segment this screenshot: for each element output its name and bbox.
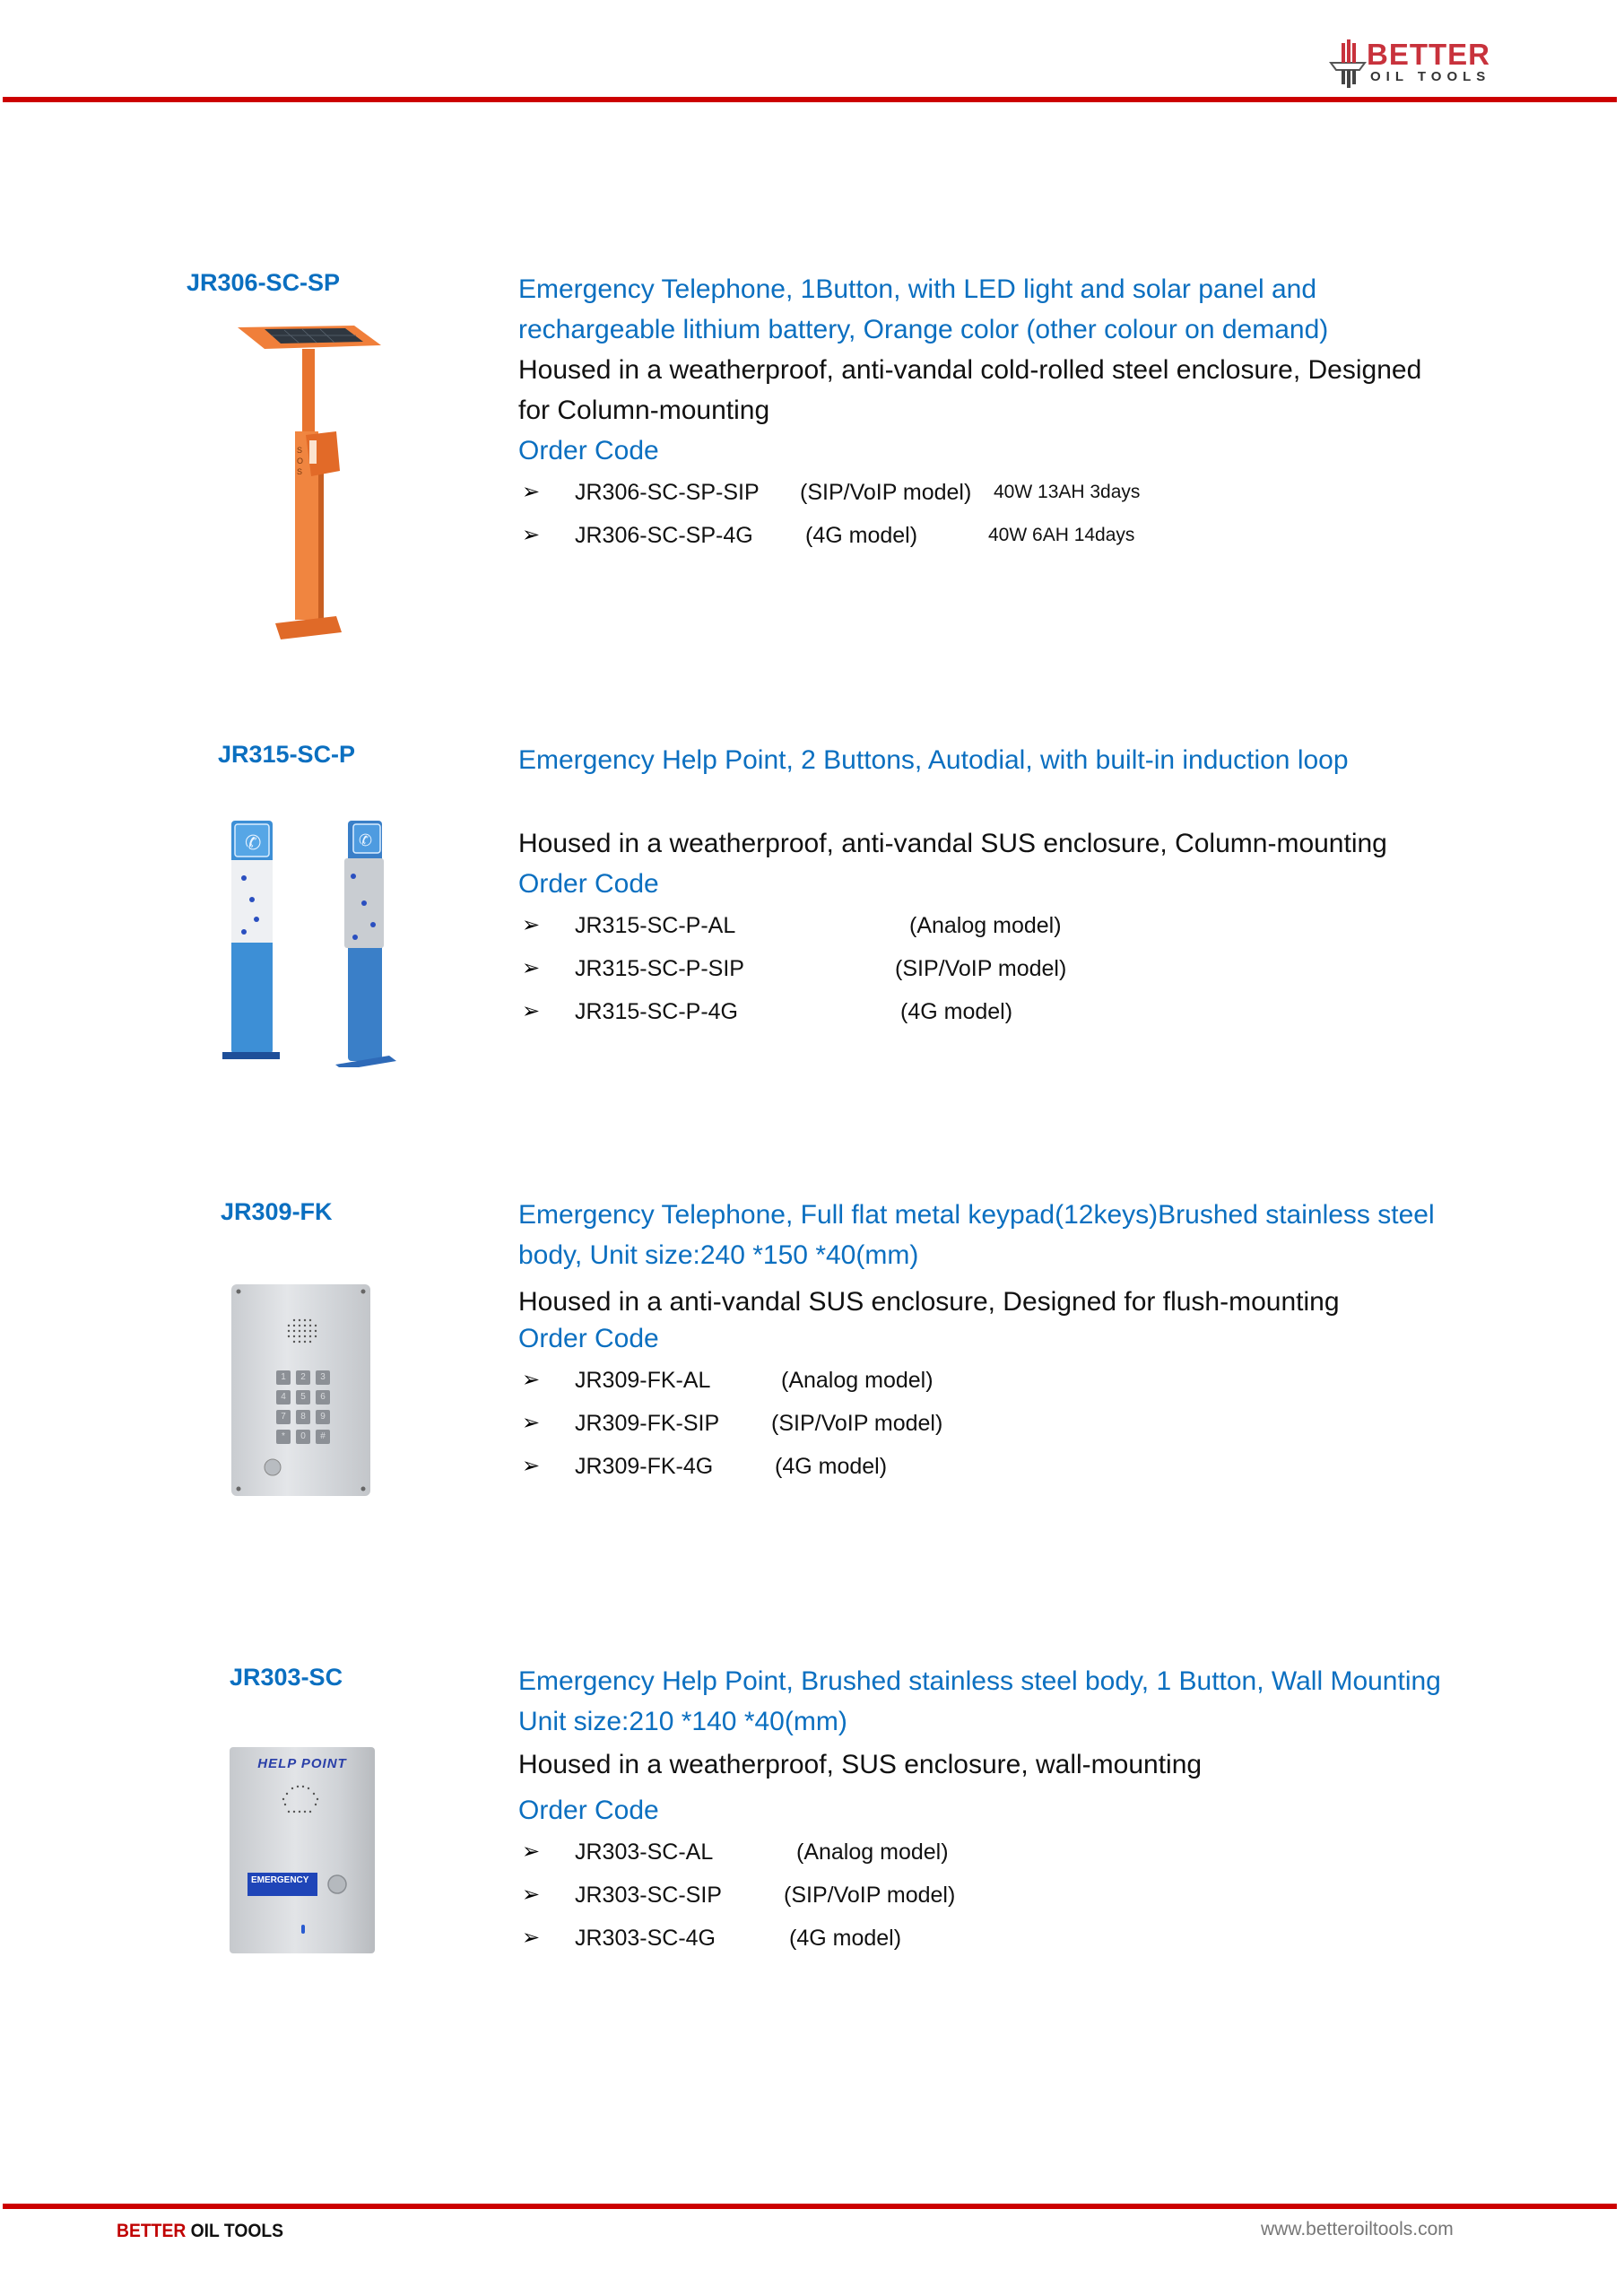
product-title-line: Emergency Help Point, 2 Buttons, Autodial, with built-in induction loop — [518, 745, 1349, 775]
arrow-bullet-icon: ➢ — [522, 1839, 541, 1864]
arrow-bullet-icon: ➢ — [522, 1926, 541, 1950]
speaker-grille-icon — [230, 1747, 375, 1953]
order-code-spec: 40W 6AH 14days — [988, 525, 1135, 545]
arrow-bullet-icon: ➢ — [522, 956, 541, 980]
order-code-item — [518, 990, 1514, 1033]
svg-text:S: S — [297, 467, 303, 476]
product-title-line: Unit size:210 *140 *40(mm) — [518, 1707, 847, 1736]
footer-brand-red: BETTER — [117, 2221, 187, 2241]
order-code: JR306-SC-SP-4G — [575, 523, 753, 548]
keypad-key: 0 — [296, 1430, 310, 1444]
keypad-key: 5 — [296, 1390, 310, 1405]
order-code-type: (Analog model) — [781, 1368, 934, 1393]
keypad-key: 8 — [296, 1410, 310, 1424]
keypad-key: 4 — [276, 1390, 291, 1405]
keypad-key: 3 — [316, 1370, 330, 1385]
arrow-bullet-icon: ➢ — [522, 1368, 541, 1392]
order-code-item — [518, 1874, 1514, 1917]
arrow-bullet-icon: ➢ — [522, 913, 541, 937]
keypad-key: 2 — [296, 1370, 310, 1385]
order-code: JR303-SC-AL — [575, 1839, 714, 1865]
brand-logo — [1329, 36, 1508, 90]
product-title-line: body, Unit size:240 *150 *40(mm) — [518, 1240, 919, 1270]
order-code-type: (4G model) — [775, 1454, 888, 1479]
order-code-heading: Order Code — [518, 1324, 659, 1353]
order-code: JR309-FK-SIP — [575, 1411, 720, 1436]
product-title-line: Emergency Help Point, Brushed stainless steel body, 1 Button, Wall Mounting — [518, 1666, 1441, 1696]
order-code-heading: Order Code — [518, 869, 659, 899]
keypad-key: 7 — [276, 1410, 291, 1424]
product-title-line: rechargeable lithium battery, Orange color (other colour on demand) — [518, 315, 1329, 344]
order-code-item — [518, 514, 1514, 557]
order-code-heading: Order Code — [518, 436, 659, 465]
order-code-list — [518, 471, 1514, 557]
emergency-button-label: EMERGENCY — [248, 1873, 317, 1896]
svg-text:✆: ✆ — [245, 832, 262, 855]
product-housing-line: for Column-mounting — [518, 396, 770, 425]
logo-brand-top: BETTER — [1367, 38, 1490, 71]
order-code-type: (SIP/VoIP model) — [895, 956, 1067, 981]
order-code-type: (SIP/VoIP model) — [784, 1883, 956, 1908]
footer-divider — [3, 2204, 1617, 2209]
svg-text:S: S — [297, 446, 303, 455]
order-code: JR306-SC-SP-SIP — [575, 480, 760, 505]
product-model: JR303-SC — [230, 1664, 343, 1691]
product-housing-line: Housed in a weatherproof, anti-vandal SUS enclosure, Column-mounting — [518, 829, 1387, 858]
footer-website-link[interactable]: www.betteroiltools.com — [1261, 2219, 1454, 2239]
svg-text:✆: ✆ — [359, 831, 373, 850]
order-code-type: (4G model) — [789, 1926, 902, 1951]
order-code-type: (Analog model) — [909, 913, 1062, 938]
product-housing-line: Housed in a anti-vandal SUS enclosure, Designed for flush-mounting — [518, 1287, 1340, 1317]
order-code: JR309-FK-AL — [575, 1368, 711, 1393]
arrow-bullet-icon: ➢ — [522, 523, 541, 547]
panel-label: HELP POINT — [257, 1756, 347, 1771]
logo-brand-bottom: OIL TOOLS — [1370, 69, 1491, 84]
order-code-list — [518, 904, 1514, 1033]
order-code-spec: 40W 13AH 3days — [994, 482, 1141, 502]
order-code-type: (SIP/VoIP model) — [771, 1411, 943, 1436]
product-model: JR309-FK — [221, 1198, 333, 1225]
order-code-item — [518, 947, 1514, 990]
order-code-item — [518, 1445, 1514, 1488]
footer-brand — [117, 2222, 283, 2240]
order-code-type: (SIP/VoIP model) — [800, 480, 972, 505]
order-code: JR303-SC-SIP — [575, 1883, 722, 1908]
arrow-bullet-icon: ➢ — [522, 999, 541, 1023]
order-code-item — [518, 471, 1514, 514]
order-code: JR315-SC-P-4G — [575, 999, 738, 1024]
arrow-bullet-icon: ➢ — [522, 1454, 541, 1478]
order-code: JR315-SC-P-SIP — [575, 956, 744, 981]
product-title-line: Emergency Telephone, 1Button, with LED light and solar panel and — [518, 274, 1317, 304]
keypad — [276, 1370, 330, 1444]
product-housing-line: Housed in a weatherproof, SUS enclosure, wall-mounting — [518, 1750, 1203, 1779]
order-code-item — [518, 1359, 1514, 1402]
order-code: JR315-SC-P-AL — [575, 913, 736, 938]
header-divider — [3, 97, 1617, 102]
keypad-key: 1 — [276, 1370, 291, 1385]
keypad-key: * — [276, 1430, 291, 1444]
order-code-type: (4G model) — [805, 523, 918, 548]
oil-drill-logo-icon — [1329, 36, 1368, 90]
blue-help-point-columns-image — [221, 821, 409, 1067]
product-title-line: Emergency Telephone, Full flat metal keypad(12keys)Brushed stainless steel — [518, 1200, 1435, 1230]
arrow-bullet-icon: ➢ — [522, 1411, 541, 1435]
order-code-item — [518, 904, 1514, 947]
stainless-keypad-phone-image — [231, 1284, 370, 1496]
order-code-heading: Order Code — [518, 1796, 659, 1825]
order-code-type: (4G model) — [900, 999, 1013, 1024]
arrow-bullet-icon: ➢ — [522, 1883, 541, 1907]
product-model: JR315-SC-P — [218, 741, 356, 768]
orange-solar-emergency-phone-column-image — [238, 318, 390, 641]
product-model: JR306-SC-SP — [187, 269, 341, 296]
order-code-item — [518, 1831, 1514, 1874]
order-code: JR303-SC-4G — [575, 1926, 716, 1951]
stainless-help-point-panel-image — [230, 1747, 375, 1953]
arrow-bullet-icon: ➢ — [522, 480, 541, 504]
keypad-key: 9 — [316, 1410, 330, 1424]
order-code-list — [518, 1831, 1514, 1960]
order-code-list — [518, 1359, 1514, 1488]
footer-brand-black: OIL TOOLS — [186, 2221, 284, 2241]
order-code-item — [518, 1917, 1514, 1960]
product-housing-line: Housed in a weatherproof, anti-vandal cold-rolled steel enclosure, Designed — [518, 355, 1422, 385]
keypad-key: # — [316, 1430, 330, 1444]
order-code-type: (Analog model) — [796, 1839, 949, 1865]
keypad-key: 6 — [316, 1390, 330, 1405]
order-code: JR309-FK-4G — [575, 1454, 714, 1479]
svg-text:O: O — [297, 457, 304, 465]
order-code-item — [518, 1402, 1514, 1445]
